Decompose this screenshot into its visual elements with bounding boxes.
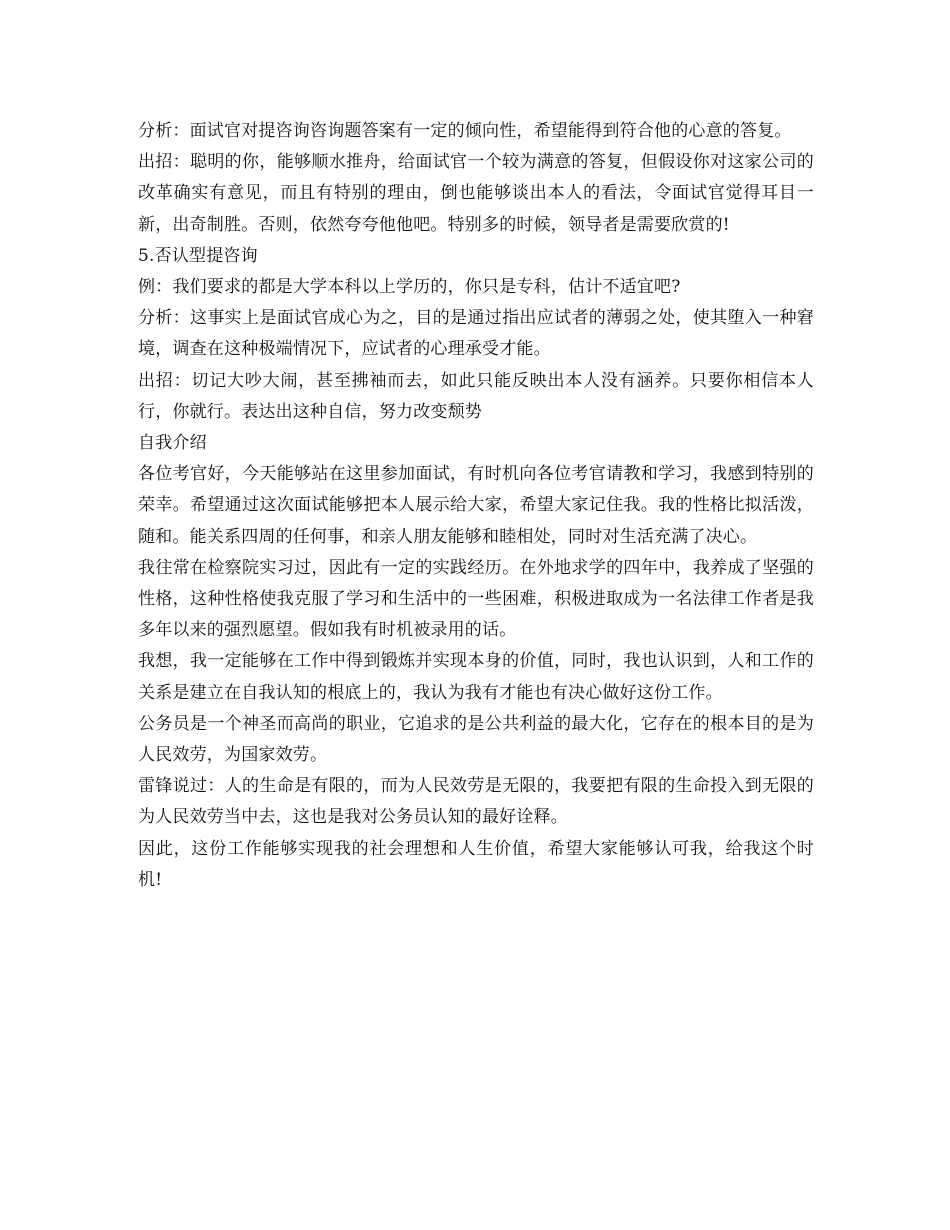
paragraph-intro-5: 雷锋说过：人的生命是有限的，而为人民效劳是无限的，我要把有限的生命投入到无限的为人民效劳当中去，这也是我对公务员认知的最好诠释。 — [138, 776, 814, 828]
paragraph-intro-1: 各位考官好，今天能够站在这里参加面试，有时机向各位考官请教和学习，我感到特别的荣幸。希望通过这次面试能够把本人展示给大家，希望大家记住我。我的性格比拟活泼，随和。能关系四周的任何事，和亲人朋友能够和睦相处，同时对生活充满了决心。 — [138, 464, 814, 547]
paragraph-intro-2: 我往常在检察院实习过，因此有一定的实践经历。在外地求学的四年中，我养成了坚强的性格，这种性格使我克服了学习和生活中的一些困难，积极进取成为一名法律工作者是我多年以来的强烈愿望。假如我有时机被录用的话。 — [138, 557, 814, 641]
section-heading-self-introduction: 自我介绍 — [138, 433, 207, 454]
section-heading-negation-question: 5.否认型提咨询 — [138, 245, 258, 266]
paragraph-tactic-2: 出招：切记大吵大闹，甚至拂袖而去，如此只能反映出本人没有涵养。只要你相信本人行，你就行。表达出这种自信，努力改变颓势 — [138, 370, 814, 422]
paragraph-intro-3: 我想，我一定能够在工作中得到锻炼并实现本身的价值，同时，我也认识到，人和工作的关系是建立在自我认知的根底上的，我认为我有才能也有决心做好这份工作。 — [138, 651, 814, 703]
paragraph-intro-4: 公务员是一个神圣而高尚的职业，它追求的是公共利益的最大化，它存在的根本目的是为人民效劳，为国家效劳。 — [138, 713, 814, 766]
paragraph-analysis-1: 分析：面试官对提咨询咨询题答案有一定的倾向性，希望能得到符合他的心意的答复。 — [138, 121, 792, 141]
paragraph-analysis-2: 分析：这事实上是面试官成心为之，目的是通过指出应试者的薄弱之处，使其堕入一种窘境，调查在这种极端情况下，应试者的心理承受才能。 — [138, 308, 814, 360]
paragraph-intro-6: 因此，这份工作能够实现我的社会理想和人生价值，希望大家能够认可我，给我这个时机! — [138, 838, 814, 890]
paragraph-tactic-1: 出招：聪明的你，能够顺水推舟，给面试官一个较为满意的答复，但假设你对这家公司的改革确实有意见，而且有特别的理由，倒也能够谈出本人的看法，令面试官觉得耳目一新，出奇制胜。否则，依然夸夸他他吧。特别多的时候，领导者是需要欣赏的! — [138, 152, 814, 235]
document-body — [138, 116, 814, 896]
paragraph-example: 例：我们要求的都是大学本科以上学历的，你只是专科，估计不适宜吧? — [138, 277, 681, 298]
